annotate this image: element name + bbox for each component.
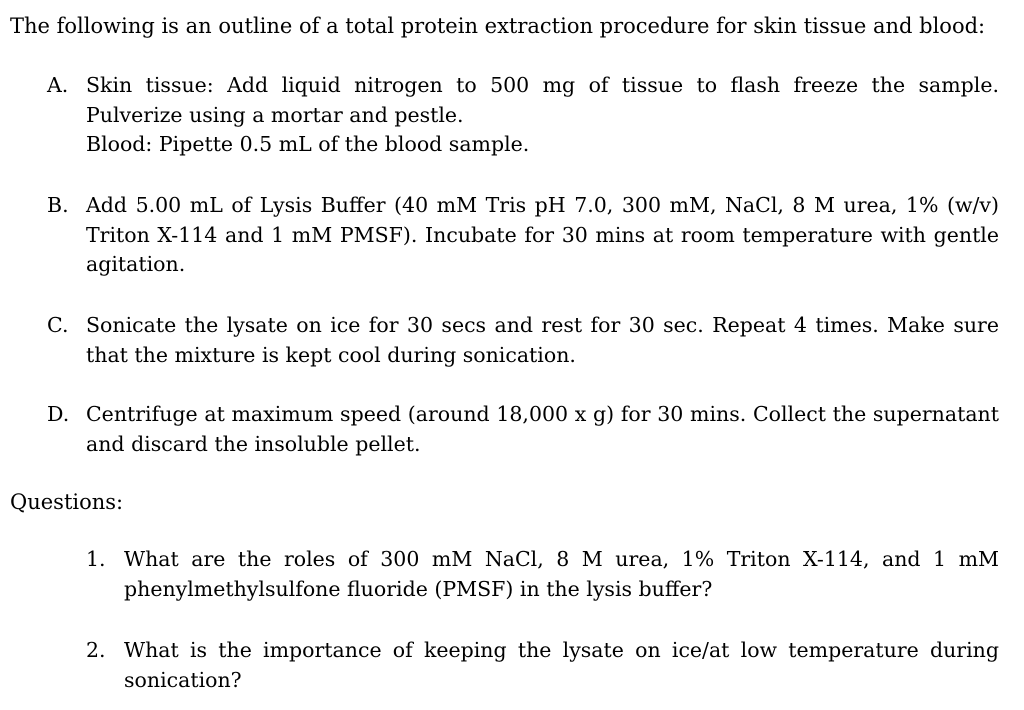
question-number: 1. [86, 547, 106, 571]
procedure-step-b [47, 191, 999, 280]
step-letter: B. [47, 193, 69, 217]
question-number: 2. [86, 638, 106, 662]
step-body [86, 191, 999, 280]
intro-text: The following is an outline of a total protein extraction procedure for skin tissue and blood: [10, 14, 986, 38]
step-letter: A. [47, 73, 69, 97]
procedure-step-a [47, 71, 999, 160]
question-item-2 [86, 636, 999, 695]
step-paragraph: Centrifuge at maximum speed (around 18,000 x g) for 30 mins. Collect the supernatant and discard the insoluble pellet. [86, 402, 999, 456]
step-paragraph: Sonicate the lysate on ice for 30 secs and rest for 30 sec. Repeat 4 times. Make sure that the mixture is kept cool during sonication. [86, 313, 999, 367]
step-paragraph: Blood: Pipette 0.5 mL of the blood sample. [86, 132, 530, 156]
procedure-step-d [47, 400, 999, 459]
step-paragraph: Skin tissue: Add liquid nitrogen to 500 mg of tissue to flash freeze the sample. Pulverize using a mortar and pestle. [86, 73, 999, 127]
procedure-step-c [47, 311, 999, 370]
step-letter: C. [47, 313, 69, 337]
questions-heading: Questions: [10, 490, 124, 514]
question-text: What are the roles of 300 mM NaCl, 8 M urea, 1% Triton X-114, and 1 mM phenylmethylsulfone fluoride (PMSF) in the lysis buffer? [124, 547, 999, 601]
step-body [86, 311, 999, 370]
step-body [86, 400, 999, 459]
step-letter: D. [47, 402, 70, 426]
question-item-1 [86, 545, 999, 604]
step-paragraph: Add 5.00 mL of Lysis Buffer (40 mM Tris pH 7.0, 300 mM, NaCl, 8 M urea, 1% (w/v) Triton X-114 and 1 mM PMSF). Incubate for 30 mins at room temperature with gentle agitation. [86, 193, 999, 276]
question-text: What is the importance of keeping the lysate on ice/at low temperature during sonication? [124, 638, 999, 692]
step-body [86, 71, 999, 160]
